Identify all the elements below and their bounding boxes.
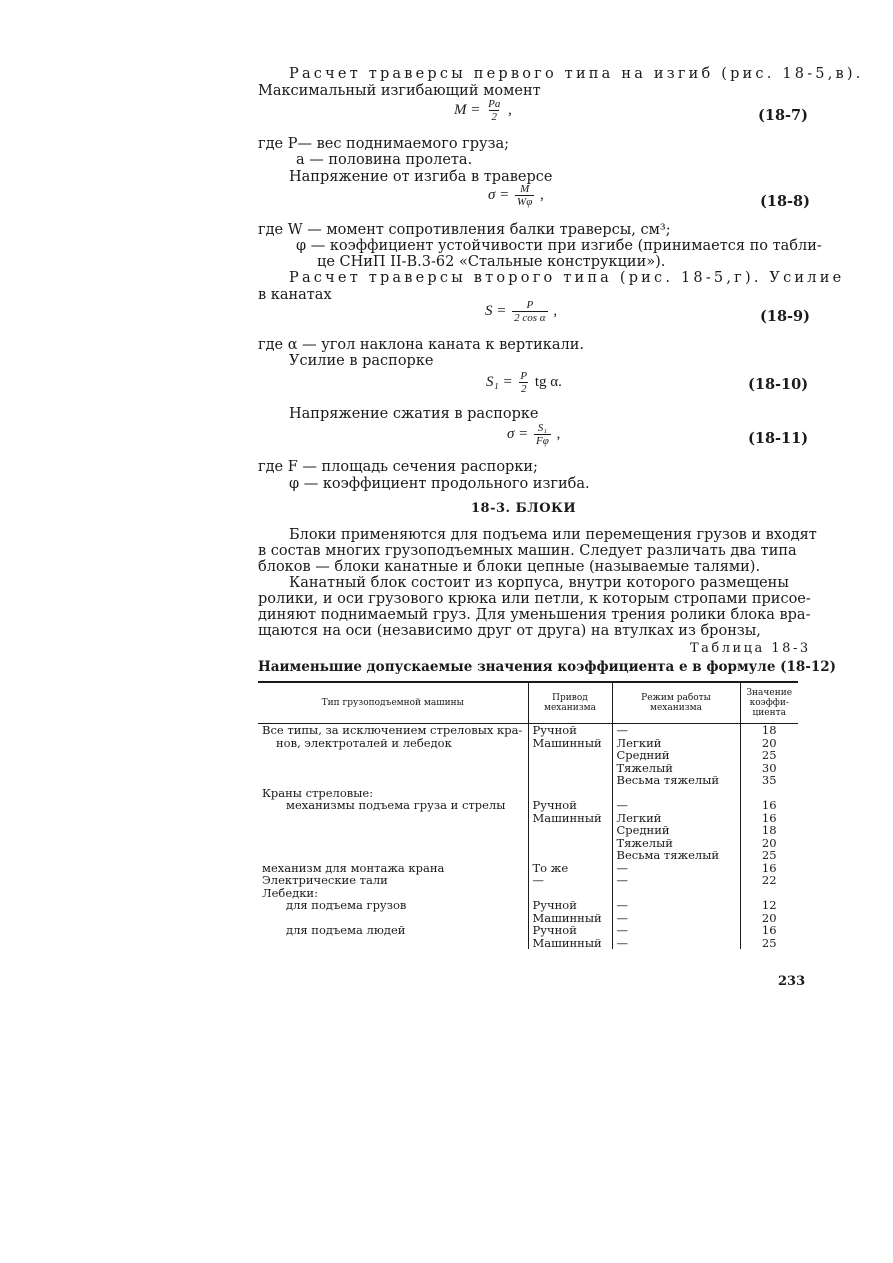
eq-tail: , bbox=[553, 302, 558, 319]
cell-mode: — bbox=[612, 937, 740, 950]
frac-den: Fφ bbox=[536, 435, 549, 447]
col-header-value: Значение коэффи-циента bbox=[740, 682, 798, 724]
cell-machine-type: Лебедки: bbox=[262, 885, 318, 900]
table-row bbox=[258, 737, 798, 750]
cell-mode: — bbox=[612, 899, 740, 912]
equation-number: (18-10) bbox=[748, 376, 809, 393]
cell-drive bbox=[528, 849, 612, 862]
frac-num: P bbox=[520, 370, 528, 382]
cell-machine-type: механизмы подъема груза и стрелы bbox=[286, 798, 506, 812]
text-line-2: Максимальный изгибающий момент bbox=[258, 83, 541, 99]
cell-machine-type bbox=[258, 824, 528, 837]
cell-value: 25 bbox=[740, 937, 798, 950]
text-line-14: где F — площадь сечения распорки; bbox=[258, 459, 538, 475]
table-row bbox=[258, 874, 798, 887]
text-line-4: a — половина пролета. bbox=[296, 152, 473, 168]
eq-left: S₁ = bbox=[486, 373, 513, 390]
table-row bbox=[258, 899, 798, 912]
cell-mode: Легкий bbox=[612, 812, 740, 825]
cell-mode: Средний bbox=[612, 824, 740, 837]
fraction bbox=[512, 299, 547, 324]
equation-number: (18-8) bbox=[760, 193, 811, 210]
para-line-6: диняют поднимаемый груз. Для уменьшения трения ролики блока вра- bbox=[258, 607, 811, 623]
cell-drive bbox=[528, 837, 612, 850]
cell-value: 18 bbox=[740, 824, 798, 837]
cell-drive: Машинный bbox=[528, 737, 612, 750]
cell-value: 25 bbox=[740, 849, 798, 862]
equation-18-11 bbox=[507, 422, 560, 447]
cell-mode: — bbox=[612, 912, 740, 925]
cell-drive bbox=[528, 824, 612, 837]
cell-machine-type bbox=[258, 849, 528, 862]
cell-machine-type bbox=[258, 749, 528, 762]
eq-tail: , bbox=[540, 186, 544, 203]
cell-value: 30 bbox=[740, 762, 798, 775]
cell-mode: Средний bbox=[612, 749, 740, 762]
cell-value: 35 bbox=[740, 774, 798, 787]
eq-left: S = bbox=[485, 302, 507, 319]
cell-value: 20 bbox=[740, 737, 798, 750]
table-row bbox=[258, 749, 798, 762]
cell-value: 12 bbox=[740, 899, 798, 912]
col-header-drive: Привод механизма bbox=[528, 682, 612, 724]
cell-machine-type bbox=[258, 837, 528, 850]
cell-drive: То же bbox=[528, 862, 612, 875]
text-line-13: Напряжение сжатия в распорке bbox=[289, 406, 539, 422]
cell-value: 22 bbox=[740, 874, 798, 887]
cell-mode: Тяжелый bbox=[612, 837, 740, 850]
cell-machine-type bbox=[258, 937, 528, 950]
cell-value: 20 bbox=[740, 837, 798, 850]
cell-mode: Весьма тяжелый bbox=[612, 774, 740, 787]
cell-drive: Машинный bbox=[528, 912, 612, 925]
equation-18-8 bbox=[488, 183, 544, 208]
cell-mode: — bbox=[612, 874, 740, 887]
table-number: Таблица 18-3 bbox=[690, 641, 811, 656]
eq-left: σ = bbox=[507, 425, 529, 442]
coefficient-table bbox=[258, 681, 798, 949]
equation-18-10 bbox=[486, 370, 562, 395]
cell-drive: Ручной bbox=[528, 899, 612, 912]
cell-drive: Ручной bbox=[528, 799, 612, 812]
eq-left: σ = bbox=[488, 186, 510, 203]
para-line-1: Блоки применяются для подъема или перемещения грузов и входят bbox=[289, 527, 817, 543]
cell-drive bbox=[528, 749, 612, 762]
fraction bbox=[518, 370, 529, 395]
text-line-1: Расчет траверсы первого типа на изгиб (рис. 18-5,в). bbox=[289, 66, 864, 82]
table-body bbox=[258, 724, 798, 950]
table-row bbox=[258, 812, 798, 825]
cell-machine-type bbox=[258, 774, 528, 787]
cell-machine-type: Электрические тали bbox=[262, 873, 388, 887]
equation-number: (18-11) bbox=[748, 430, 809, 447]
para-line-7: щаются на оси (независимо друг от друга) на втулках из бронзы, bbox=[258, 623, 761, 639]
cell-drive: Ручной bbox=[528, 724, 612, 737]
text-line-7: φ — коэффициент устойчивости при изгибе (принимается по табли- bbox=[296, 238, 822, 254]
cell-mode bbox=[612, 887, 740, 900]
cell-value: 16 bbox=[740, 799, 798, 812]
cell-mode: — bbox=[612, 724, 740, 737]
cell-drive bbox=[528, 774, 612, 787]
cell-value: 16 bbox=[740, 862, 798, 875]
cell-value: 18 bbox=[740, 724, 798, 737]
frac-num: M bbox=[520, 183, 530, 195]
text-line-6: где W — момент сопротивления балки траверсы, см³; bbox=[258, 222, 671, 238]
frac-den: Wφ bbox=[517, 196, 533, 208]
text-line-11: где α — угол наклона каната к вертикали. bbox=[258, 337, 585, 353]
text-line-12: Усилие в распорке bbox=[289, 353, 434, 369]
cell-machine-type bbox=[258, 762, 528, 775]
eq-tail: , bbox=[508, 101, 512, 118]
equation-18-9 bbox=[485, 299, 557, 324]
cell-drive: Машинный bbox=[528, 812, 612, 825]
frac-den: 2 bbox=[491, 111, 497, 123]
cell-mode: — bbox=[612, 799, 740, 812]
eq-tail: tg α. bbox=[534, 373, 562, 390]
cell-machine-type bbox=[258, 812, 528, 825]
table-caption: Наименьшие допускаемые значения коэффициента e в формуле (18-12) bbox=[258, 659, 837, 675]
cell-machine-type: Все типы, за исключением стреловых кра- bbox=[262, 723, 523, 737]
para-line-2: в состав многих грузоподъемных машин. Следует различать два типа bbox=[258, 543, 797, 559]
equation-number: (18-7) bbox=[758, 107, 809, 124]
table-row bbox=[258, 724, 798, 737]
fraction bbox=[515, 183, 534, 208]
text-line-9: Расчет траверсы второго типа (рис. 18-5,г). Усилие bbox=[289, 270, 845, 286]
table-row bbox=[258, 824, 798, 837]
cell-drive: Машинный bbox=[528, 937, 612, 950]
cell-mode: Весьма тяжелый bbox=[612, 849, 740, 862]
table-row bbox=[258, 799, 798, 812]
frac-num: S₁ bbox=[537, 422, 548, 434]
text-line-8: це СНиП II-В.3-62 «Стальные конструкции»). bbox=[317, 254, 666, 270]
cell-drive bbox=[528, 762, 612, 775]
table-row bbox=[258, 849, 798, 862]
fraction bbox=[486, 98, 502, 123]
page-number: 233 bbox=[778, 974, 806, 989]
eq-tail: , bbox=[556, 425, 561, 442]
fraction bbox=[534, 422, 551, 447]
frac-den: 2 bbox=[520, 383, 527, 395]
frac-num: Pa bbox=[488, 98, 501, 110]
para-line-3: блоков — блоки канатные и блоки цепные (называемые талями). bbox=[258, 559, 761, 575]
frac-num: P bbox=[526, 299, 534, 311]
eq-left: M = bbox=[454, 101, 481, 118]
table-row bbox=[258, 937, 798, 950]
table-header-row bbox=[258, 682, 798, 724]
cell-value: 16 bbox=[740, 812, 798, 825]
cell-mode: — bbox=[612, 924, 740, 937]
cell-drive: Ручной bbox=[528, 924, 612, 937]
table-row bbox=[258, 924, 798, 937]
section-heading: 18-3. БЛОКИ bbox=[471, 501, 577, 516]
frac-den: 2 cos α bbox=[514, 312, 546, 324]
cell-mode: Тяжелый bbox=[612, 762, 740, 775]
cell-machine-type: для подъема людей bbox=[286, 923, 406, 937]
col-header-mode: Режим работы механизма bbox=[612, 682, 740, 724]
cell-value: 25 bbox=[740, 749, 798, 762]
cell-drive: — bbox=[528, 874, 612, 887]
cell-machine-type: механизм для монтажа крана bbox=[262, 860, 445, 875]
cell-machine-type: для подъема грузов bbox=[286, 898, 407, 912]
text-line-3: где P— вес поднимаемого груза; bbox=[258, 136, 510, 152]
equation-number: (18-9) bbox=[760, 308, 811, 325]
text-line-15: φ — коэффициент продольного изгиба. bbox=[289, 476, 590, 492]
cell-mode bbox=[612, 787, 740, 800]
cell-mode: — bbox=[612, 862, 740, 875]
text-line-10: в канатах bbox=[258, 287, 332, 303]
equation-18-7 bbox=[454, 98, 512, 123]
cell-value: 16 bbox=[740, 924, 798, 937]
table-row bbox=[258, 774, 798, 787]
cell-value: 20 bbox=[740, 912, 798, 925]
cell-machine-type: нов, электроталей и лебедок bbox=[276, 735, 452, 750]
col-header-machine-type: Тип грузоподъемной машины bbox=[258, 682, 528, 724]
cell-machine-type: Краны стреловые: bbox=[262, 785, 374, 800]
para-line-4: Канатный блок состоит из корпуса, внутри которого размещены bbox=[289, 575, 789, 591]
para-line-5: ролики, и оси грузового крюка или петли, к которым стропами присое- bbox=[258, 591, 811, 607]
cell-mode: Легкий bbox=[612, 737, 740, 750]
text-line-5: Напряжение от изгиба в траверсе bbox=[289, 169, 553, 185]
